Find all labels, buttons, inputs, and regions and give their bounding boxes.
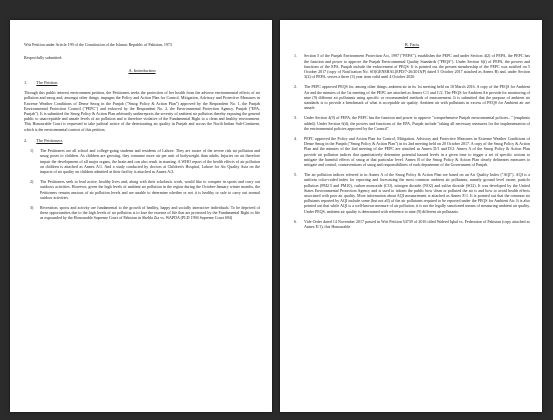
item-2-heading (24, 138, 260, 143)
fact-text: PEPC approved the Policy and Action Plan for Control, Mitigation, Advisory and Protective Measures in Extreme Weather Conditions of Dense Smog in the Punjab ("Smog Policy & Action Plan") in its 2nd meeting held on 20 October 2017. A copy of the Smog Policy & Action Plan and the minutes of the 2nd meeting of the PEPC are attached as Annex D/1 and D/2. Annex A of the Smog Policy & Action Plan provide air pollution indices that quantitatively determine potential hazard levels in a given time to trigger a set of specific actions to mitigate the harmful effects of smog at that particular level. Annex B of the Smog Policy & Action Plan clearly delineates measures to mitigate and control, contraventions of smog and responsibilities of each department of the Government of Punjab. (304, 136, 530, 168)
fact-paragraph-4 (294, 136, 530, 167)
fact-text: Under Section 4(9) of PEPA, the PEPC has the function and power to approve "comprehensive Punjab environmental policies..." (emphasis added). Under Section 6(d), the powers and functions of the EPA, Punjab include "taking all necessary measures for the implementation of the environmental policies approved by the Council". (304, 115, 530, 131)
fact-paragraph-5 (294, 172, 530, 214)
petitioners-subitem-3 (24, 205, 260, 221)
petitioners-subitem-1 (24, 148, 260, 174)
fact-text: Vide Order dated 14 November 2017 passed in Writ Petition 54739 of 2016 titled Waleed Iqbal vs. Federation of Pakistan (copy attached as Annex E/1), this Honourable (304, 218, 530, 230)
fact-number: 6. (294, 218, 297, 224)
subitem-number: 1) (30, 148, 34, 154)
item-2-title: The Petitioners (36, 137, 63, 143)
fact-text: The air pollution indices referred to in Annex A of the Smog Policy & Action Plan are based on an Air Quality Index ("AQI"). AQI is a uniform color-coded index for reporting and forecasting the most common ambient air pollutants, namely ground level ozone, particle pollution (PM2.5 and PM10), carbon monoxide (CO), nitrogen dioxide (NO2) and sulfur dioxide (SO2). It was developed by the United States Environmental Protection Agency and is used to inform the public how clean or polluted the air is and how to avoid health effects associated with poor air quality. More information about AQI measurement is attached as Annex E/1. It is pointed out that the common air pollutants reported by AQI include some (but not all) of the air pollutants required to be reported under the PEQS for Ambient Air. It is also pointed out that while AQI is a well-known measure of air pollution, it is not the legally sanctioned means of measuring ambient air quality. Under PEQS, ambient air quality is determined with reference to nine (9) different air pollutants. (304, 172, 530, 214)
subitem-number: 2) (30, 179, 34, 185)
document-page-left (10, 20, 272, 412)
subitem-text: Recreation, sports and activity are fundamental to the growth of healthy, happy and socially interactive individuals. To be deprived of these opportunities due to the high levels of air pollution is to lose the essence of life that are protected by the Fundamental Right to life as expounded by the Honourable Supreme Court of Pakistan in Shehla Zia vs. WAPDA (PLD 1994 Supreme Court 694) (40, 205, 260, 221)
section-b-heading: B. Facts (404, 42, 420, 47)
subitem-number: 3) (30, 205, 34, 211)
fact-paragraph-6 (294, 219, 530, 229)
item-1-heading (24, 80, 260, 85)
item-1-number: 1. (24, 79, 28, 85)
fact-number: 5. (294, 172, 297, 178)
fact-paragraph-1 (294, 53, 530, 79)
fact-text: The PEPC approved PEQS for, among other things, ambient air in its 1st meeting held on 10 March 2016. A copy of the PEQS for Ambient Air and the minutes of the 1st meeting of the PEPC are attached as Annex C/1 and C/2. The PEQS for Ambient Air provide for monitoring of nine (9) different air pollutants using specific or recommended methods of measurement. It is submitted that the purpose of ambient air standards is to provide a benchmark of what is acceptable air quality. Ambient air with pollutants in excess of PEQS for Ambient air are unsafe. (304, 84, 530, 111)
petitioners-subitem-2 (24, 179, 260, 200)
salutation: Respectfully submitted: (24, 55, 63, 61)
document-page-right (280, 20, 542, 412)
subitem-text: The Petitioners are all school and college-going students and residents of Lahore. They are aware of the severe risk air pollution and smog poses to children. As children are growing, they consume more air per unit of bodyweight than adults. Injuries on air therefore impair the development of all major organs, the brain and can also result in stunting. A WHO report of the health effects of air pollution on children is attached as Annex A/1. And a study conducted by doctors at Children's Hospital, Lahore for Air Quality Asia on the impacts of air quality on children admitted at their facility is attached as Annex A/2. (40, 148, 260, 175)
petition-paragraph: Through this public interest environment petition, the Petitioners seeks the protection of her health from the adverse environmental effects of air pollution and smog and, amongst other things, impugns the Policy and Action Plan for Control, Mitigation, Advisory and Protective Measures in Extreme Weather Conditions of Dense Smog in the Punjab ("Smog Policy & Action Plan") approved by the Respondent No. 1, the Punjab Environmental Protection Council ("PEPC") and enforced by the Respondent No. 2, the Environmental Protection Agency, Punjab ("EPA, Punjab"). It is submitted the Smog Policy & Action Plan arbitrarily underreports the severity of ambient air pollution thereby exposing the general public to unacceptable and unsafe levels of air pollution and is therefore violative of the Fundamental Right to a clean and healthy environment. This Honourable Court is requested to take judicial notice of the deteriorating air quality in Punjab and across the North Indian Sub-Continent, which is the environmental context of this petition. (24, 90, 260, 132)
item-1-title: The Petition (36, 79, 58, 85)
fact-number: 3. (294, 115, 297, 121)
petition-intro-line: Writ Petition under Article 199 of the Constitution of the Islamic Republic of Pakistan, 1973 (24, 42, 172, 47)
fact-paragraph-2 (294, 84, 530, 110)
subitem-text: The Petitioners seek to lead active, healthy lives and, along with their scholastic work, would like to compete in sports and carry out outdoors activities. However, given the high levels of ambient air pollution in the region during the October-January winter months, the Petitioners remain anxious of air pollution levels and are unable to determine whether or not it is healthy or safe to carry out normal outdoor activities. (40, 179, 260, 200)
section-a-heading: A. Introduction (128, 68, 156, 74)
fact-text: Section 5 of the Punjab Environment Protection Act, 1997 ("PEPA"), establishes the PEPC and under Section 4(2) of PEPA, the PEPC has the function and power to approve the Punjab Environmental Quality Standards ("PEQS"). Under Section 6(f) of PEPA, the powers and functions of the EPA, Punjab include the enforcement of PEQS. It is pointed out the present membership of the PEPC was notified on 5 October 2017 (copy of Notification No. SO(GENERAL)EPD/7-26/2013(P) dated 5 October 2017 attached as Annex B) and, under Section 3(2) of PEPA, serves a three (3) year term valid until 4 October 2020. (304, 53, 530, 80)
fact-number: 1. (294, 53, 297, 59)
fact-paragraph-3 (294, 115, 530, 131)
fact-number: 2. (294, 84, 297, 90)
fact-number: 4. (294, 136, 297, 142)
item-2-number: 2. (24, 137, 28, 143)
